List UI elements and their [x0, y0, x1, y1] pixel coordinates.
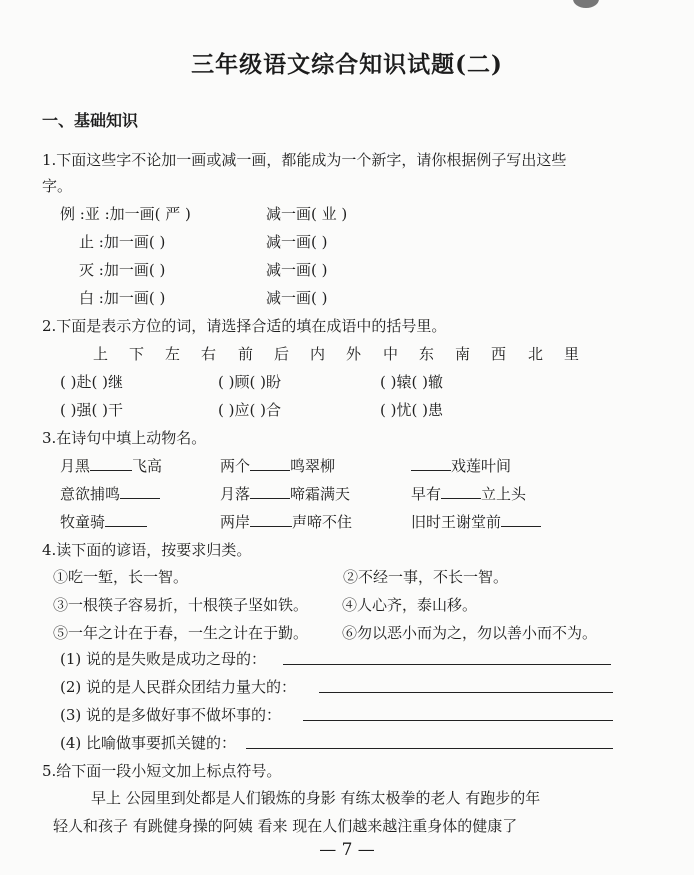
poem-line: [60, 511, 147, 532]
passage-line: 轻人和孩子 有跳健身操的阿姨 看来 现在人们越来越注重身体的健康了: [53, 817, 518, 835]
poem-text: 飞高: [132, 457, 163, 475]
direction-word: 南: [455, 345, 471, 363]
direction-word: 内: [310, 345, 326, 363]
poem-line: [60, 483, 160, 504]
q1-prompt-line1: 1.下面这些字不论加一画或减一画，都能成为一个新字，请你根据例子写出这些: [42, 151, 567, 169]
q1-row-lead: 止 :加一画( ): [79, 233, 166, 251]
answer-blank[interactable]: [250, 512, 292, 527]
poem-text: 旧时王谢堂前: [411, 513, 502, 531]
proverb: ③一根筷子容易折，十根筷子坚如铁。: [53, 596, 309, 614]
q3-prompt: 3.在诗句中填上动物名。: [42, 429, 207, 447]
q1-row-lead: 例 :亚 :加一画( 严 ): [60, 205, 191, 223]
idiom-blank: ( )强( )干: [60, 401, 123, 419]
section-heading: 一、基础知识: [42, 111, 139, 130]
direction-word: 东: [419, 345, 435, 363]
poem-text: 意欲捕鸣: [60, 485, 121, 503]
answer-blank[interactable]: [250, 456, 290, 471]
direction-word: 后: [274, 345, 290, 363]
answer-line[interactable]: [283, 663, 611, 665]
q1-row-minus: 减一画( ): [266, 289, 328, 307]
answer-blank[interactable]: [90, 456, 132, 471]
poem-line: [411, 483, 526, 504]
answer-line[interactable]: [319, 691, 613, 693]
idiom-blank: ( )顾( )盼: [218, 373, 281, 391]
poem-line: [220, 455, 335, 476]
poem-line: [220, 511, 352, 532]
direction-word: 右: [201, 345, 217, 363]
q1-row-lead: 灭 :加一画( ): [79, 261, 166, 279]
q1-row-minus: 减一画( ): [266, 261, 328, 279]
poem-line: [411, 455, 511, 476]
direction-word: 上: [93, 345, 109, 363]
poem-text: 戏莲叶间: [451, 457, 512, 475]
poem-text: 鸣翠柳: [290, 457, 336, 475]
classify-item: (2) 说的是人民群众团结力量大的：: [60, 678, 297, 696]
answer-blank[interactable]: [411, 456, 451, 471]
q1-row-lead: 白 :加一画( ): [79, 289, 166, 307]
classify-item: (4) 比喻做事要抓关键的：: [60, 734, 237, 752]
proverb: ②不经一事，不长一智。: [343, 568, 509, 586]
proverb: ①吃一堑，长一智。: [53, 568, 189, 586]
q1-prompt-line2: 字。: [42, 177, 73, 195]
poem-line: [411, 511, 541, 532]
passage-line: 早上 公园里到处都是人们锻炼的身影 有练太极拳的老人 有跑步的年: [91, 789, 541, 807]
page-number: — 7 —: [319, 840, 375, 860]
page-title: 三年级语文综合知识试题(二): [191, 51, 503, 78]
direction-word: 左: [165, 345, 181, 363]
q1-row-minus: 减一画( 业 ): [266, 205, 348, 223]
poem-text: 牧童骑: [60, 513, 106, 531]
direction-word: 中: [383, 345, 399, 363]
poem-text: 月黑: [60, 457, 91, 475]
answer-blank[interactable]: [501, 512, 541, 527]
direction-word: 外: [346, 345, 362, 363]
q4-prompt: 4.读下面的谚语，按要求归类。: [42, 541, 252, 559]
poem-text: 两岸: [220, 513, 251, 531]
direction-word: 里: [564, 345, 580, 363]
proverb: ⑥勿以恶小而为之，勿以善小而不为。: [342, 624, 598, 642]
q5-prompt: 5.给下面一段小短文加上标点符号。: [42, 762, 282, 780]
poem-text: 月落: [220, 485, 251, 503]
classify-item: (3) 说的是多做好事不做坏事的：: [60, 706, 282, 724]
poem-text: 啼霜满天: [290, 485, 351, 503]
poem-text: 两个: [220, 457, 251, 475]
idiom-blank: ( )辕( )辙: [380, 373, 443, 391]
poem-line: [220, 483, 350, 504]
page-corner-mark: [573, 0, 599, 8]
answer-line[interactable]: [303, 719, 613, 721]
answer-blank[interactable]: [441, 484, 481, 499]
direction-word: 前: [238, 345, 254, 363]
poem-text: 声啼不住: [292, 513, 353, 531]
poem-line: [60, 455, 162, 476]
idiom-blank: ( )赴( )继: [60, 373, 123, 391]
direction-word: 北: [528, 345, 544, 363]
proverb: ④人心齐，泰山移。: [342, 596, 478, 614]
q2-prompt: 2.下面是表示方位的词，请选择合适的填在成语中的括号里。: [42, 317, 447, 335]
direction-word: 西: [491, 345, 507, 363]
poem-text: 立上头: [481, 485, 527, 503]
poem-text: 早有: [411, 485, 442, 503]
idiom-blank: ( )应( )合: [218, 401, 281, 419]
q1-row-minus: 减一画( ): [266, 233, 328, 251]
answer-line[interactable]: [246, 747, 613, 749]
answer-blank[interactable]: [105, 512, 147, 527]
answer-blank[interactable]: [120, 484, 160, 499]
classify-item: (1) 说的是失败是成功之母的：: [60, 650, 267, 668]
idiom-blank: ( )忧( )患: [380, 401, 443, 419]
proverb: ⑤一年之计在于春，一生之计在于勤。: [53, 624, 309, 642]
answer-blank[interactable]: [250, 484, 290, 499]
direction-word: 下: [129, 345, 145, 363]
